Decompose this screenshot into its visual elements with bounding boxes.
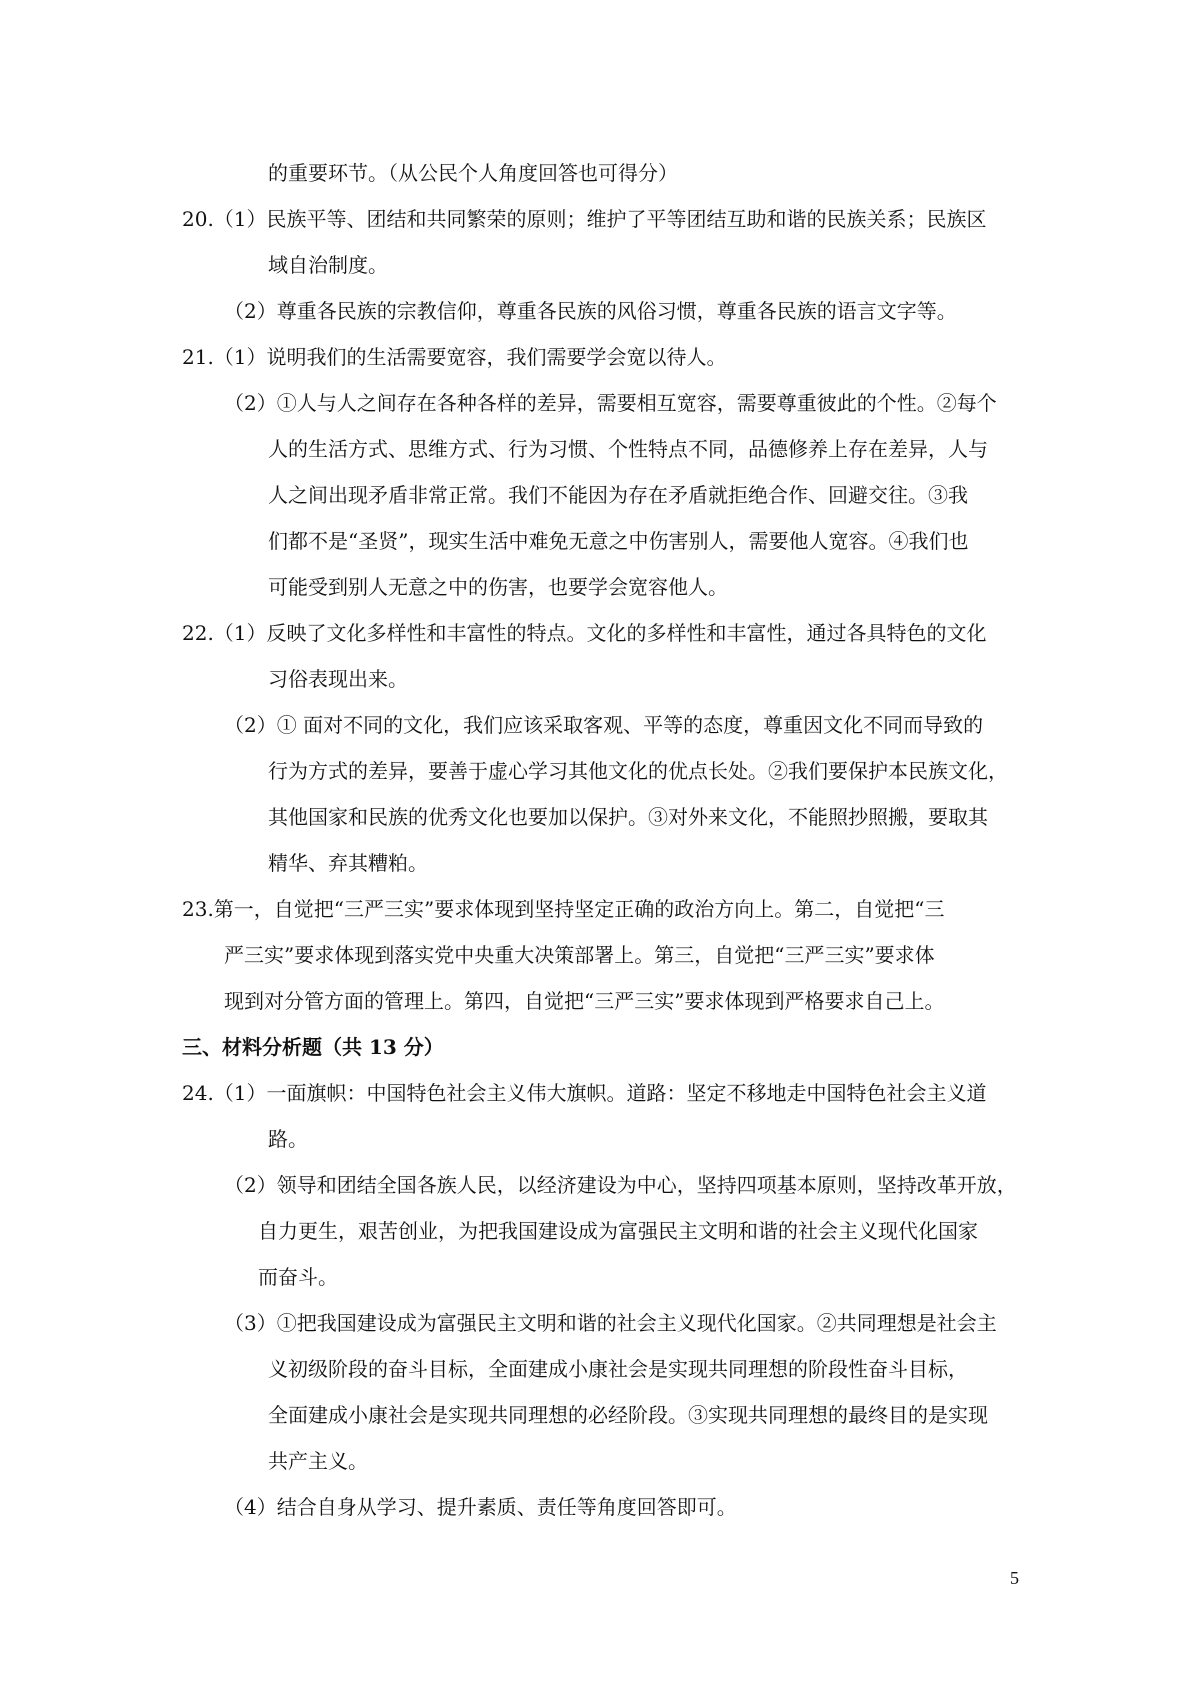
answer-line: 自力更生，艰苦创业，为把我国建设成为富强民主文明和谐的社会主义现代化国家 xyxy=(258,1219,978,1243)
answer-line: 而奋斗。 xyxy=(258,1265,338,1289)
answer-line: 行为方式的差异，要善于虚心学习其他文化的优点长处。②我们要保护本民族文化， xyxy=(268,759,1008,783)
answer-line: 22.（1）反映了文化多样性和丰富性的特点。文化的多样性和丰富性，通过各具特色的文化 xyxy=(182,621,987,645)
answer-line: 可能受到别人无意之中的伤害，也要学会宽容他人。 xyxy=(268,575,728,599)
page-number: 5 xyxy=(1010,1568,1019,1588)
answer-line: 24.（1）一面旗帜：中国特色社会主义伟大旗帜。道路：坚定不移地走中国特色社会主义道 xyxy=(182,1081,987,1105)
answer-line: 人之间出现矛盾非常正常。我们不能因为存在矛盾就拒绝合作、回避交往。③我 xyxy=(268,483,968,507)
answer-line: 习俗表现出来。 xyxy=(268,667,408,691)
answer-line: （2）尊重各民族的宗教信仰，尊重各民族的风俗习惯，尊重各民族的语言文字等。 xyxy=(224,299,957,323)
answer-line: 域自治制度。 xyxy=(268,253,388,277)
answer-line: 义初级阶段的奋斗目标，全面建成小康社会是实现共同理想的阶段性奋斗目标， xyxy=(268,1357,968,1381)
answer-line: （2）①人与人之间存在各种各样的差异，需要相互宽容，需要尊重彼此的个性。②每个 xyxy=(224,391,997,415)
answer-line: 共产主义。 xyxy=(268,1449,368,1473)
answer-line: 21.（1）说明我们的生活需要宽容，我们需要学会宽以待人。 xyxy=(182,345,727,369)
answer-line: （2）领导和团结全国各族人民，以经济建设为中心，坚持四项基本原则，坚持改革开放， xyxy=(224,1173,1017,1197)
answer-line: 23.第一，自觉把“三严三实”要求体现到坚持坚定正确的政治方向上。第二，自觉把“三 xyxy=(182,897,945,921)
answer-line: 20.（1）民族平等、团结和共同繁荣的原则；维护了平等团结互助和谐的民族关系；民族区 xyxy=(182,207,987,231)
section-heading: 三、材料分析题（共 13 分） xyxy=(182,1035,444,1059)
answer-line: 人的生活方式、思维方式、行为习惯、个性特点不同，品德修养上存在差异，人与 xyxy=(268,437,988,461)
answer-line: 全面建成小康社会是实现共同理想的必经阶段。③实现共同理想的最终目的是实现 xyxy=(268,1403,988,1427)
answer-line: （4）结合自身从学习、提升素质、责任等角度回答即可。 xyxy=(224,1495,737,1519)
answer-line: 们都不是“圣贤”，现实生活中难免无意之中伤害别人，需要他人宽容。④我们也 xyxy=(268,529,969,553)
answer-line: （2）① 面对不同的文化，我们应该采取客观、平等的态度，尊重因文化不同而导致的 xyxy=(224,713,984,737)
answer-line: 其他国家和民族的优秀文化也要加以保护。③对外来文化，不能照抄照搬，要取其 xyxy=(268,805,988,829)
answer-line: 精华、弃其糟粕。 xyxy=(268,851,428,875)
answer-line: 的重要环节。（从公民个人角度回答也可得分） xyxy=(268,161,678,185)
answer-line: （3）①把我国建设成为富强民主文明和谐的社会主义现代化国家。②共同理想是社会主 xyxy=(224,1311,997,1335)
answer-line: 路。 xyxy=(268,1127,308,1151)
answer-line: 严三实”要求体现到落实党中央重大决策部署上。第三，自觉把“三严三实”要求体 xyxy=(224,943,935,967)
answer-line: 现到对分管方面的管理上。第四，自觉把“三严三实”要求体现到严格要求自己上。 xyxy=(224,989,945,1013)
